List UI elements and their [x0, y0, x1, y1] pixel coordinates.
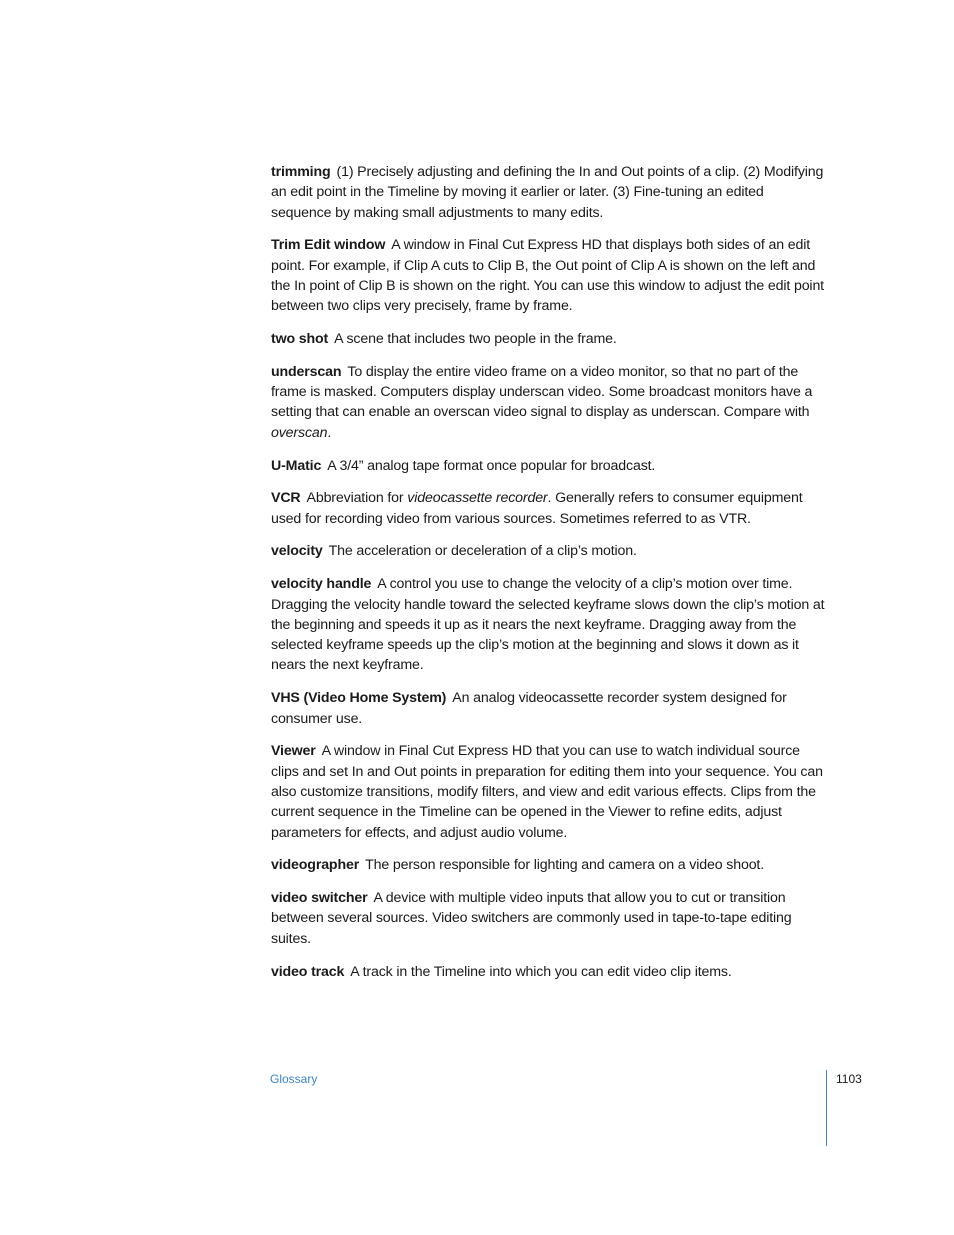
glossary-entry-two-shot	[271, 329, 827, 349]
glossary-entry-u-matic	[271, 456, 827, 476]
glossary-term: U-Matic	[271, 457, 322, 474]
glossary-entry-underscan	[271, 362, 827, 443]
glossary-definition-end: . Generally refers to consumer equipment used for recording video from various sources. Sometimes referred to as VTR.	[271, 490, 803, 527]
glossary-definition: A window in Final Cut Express HD that you can use to watch individual source clips and set In and Out points in preparation for editing them into your sequence. You can also customize transitions, modify filters, and view and edit various effects. Clips from the current sequence in the Timeline can be opened in the Viewer to refine edits, adjust parameters for effects, and adjust audio volume.	[271, 743, 823, 841]
glossary-definition: A scene that includes two people in the frame.	[334, 331, 617, 348]
glossary-term: VCR	[271, 490, 301, 507]
glossary-term: velocity	[271, 543, 323, 560]
glossary-entry-velocity	[271, 541, 827, 561]
glossary-entry-velocity-handle	[271, 574, 827, 675]
glossary-entry-video-switcher	[271, 888, 827, 949]
glossary-term: trimming	[271, 164, 331, 180]
glossary-definition: A control you use to change the velocity of a clip’s motion over time. Dragging the velocity handle toward the selected keyframe slows down the clip’s motion at the beginning and speeds it up as it nears the next keyframe. Dragging away from the selected keyframe speeds up the clip’s motion at the beginning and slows it down as it nears the next keyframe.	[271, 576, 825, 674]
glossary-term: underscan	[271, 363, 342, 380]
glossary-definition: A window in Final Cut Express HD that displays both sides of an edit point. For example, if Clip A cuts to Clip B, the Out point of Clip A is shown on the left and the In point of Clip B is shown on the right. You can use this window to adjust the edit point between two clips very precisely, frame by frame.	[271, 237, 824, 315]
glossary-entry-vcr	[271, 488, 827, 529]
glossary-entry-videographer	[271, 855, 827, 875]
page-number: 1103	[836, 1072, 862, 1086]
glossary-term: Trim Edit window	[271, 237, 386, 254]
glossary-definition: The acceleration or deceleration of a clip’s motion.	[328, 543, 637, 560]
glossary-entry-vhs	[271, 688, 827, 729]
glossary-entry-trimming	[271, 162, 827, 223]
glossary-definition: A device with multiple video inputs that allow you to cut or transition between several sources. Video switchers are commonly used in tape-to-tape editing suites.	[271, 890, 792, 947]
glossary-term: Viewer	[271, 743, 316, 760]
glossary-entry-trim-edit-window	[271, 235, 827, 316]
glossary-term: VHS (Video Home System)	[271, 690, 447, 707]
glossary-term: velocity handle	[271, 576, 372, 593]
footer-section-label: Glossary	[270, 1072, 318, 1086]
glossary-definition: (1) Precisely adjusting and defining the In and Out points of a clip. (2) Modifying an edit point in the Timeline by moving it earlier or later. (3) Fine-tuning an edited sequence by making small adjustments to many edits.	[271, 164, 824, 221]
glossary-definition: An analog videocassette recorder system designed for consumer use.	[271, 690, 787, 727]
glossary-entries	[271, 162, 827, 994]
glossary-entry-viewer	[271, 741, 827, 842]
glossary-definition: The person responsible for lighting and camera on a video shoot.	[365, 857, 765, 874]
glossary-term: two shot	[271, 331, 329, 348]
glossary-definition: Abbreviation for	[306, 490, 408, 507]
footer-divider	[826, 1070, 827, 1146]
glossary-definition-end: .	[327, 424, 332, 441]
glossary-term: videographer	[271, 857, 360, 874]
glossary-entry-video-track	[271, 962, 827, 982]
glossary-term: video track	[271, 963, 345, 980]
glossary-emphasis: videocassette recorder	[407, 490, 548, 507]
glossary-definition: A 3/4” analog tape format once popular for broadcast.	[327, 457, 656, 474]
glossary-cross-reference: overscan	[271, 424, 328, 441]
glossary-definition: A track in the Timeline into which you can edit video clip items.	[350, 963, 732, 980]
glossary-definition: To display the entire video frame on a video monitor, so that no part of the frame is masked. Computers display underscan video. Some broadcast monitors have a setting that can enable an overscan video signal to display as underscan. Compare with	[271, 363, 813, 421]
glossary-term: video switcher	[271, 890, 368, 907]
